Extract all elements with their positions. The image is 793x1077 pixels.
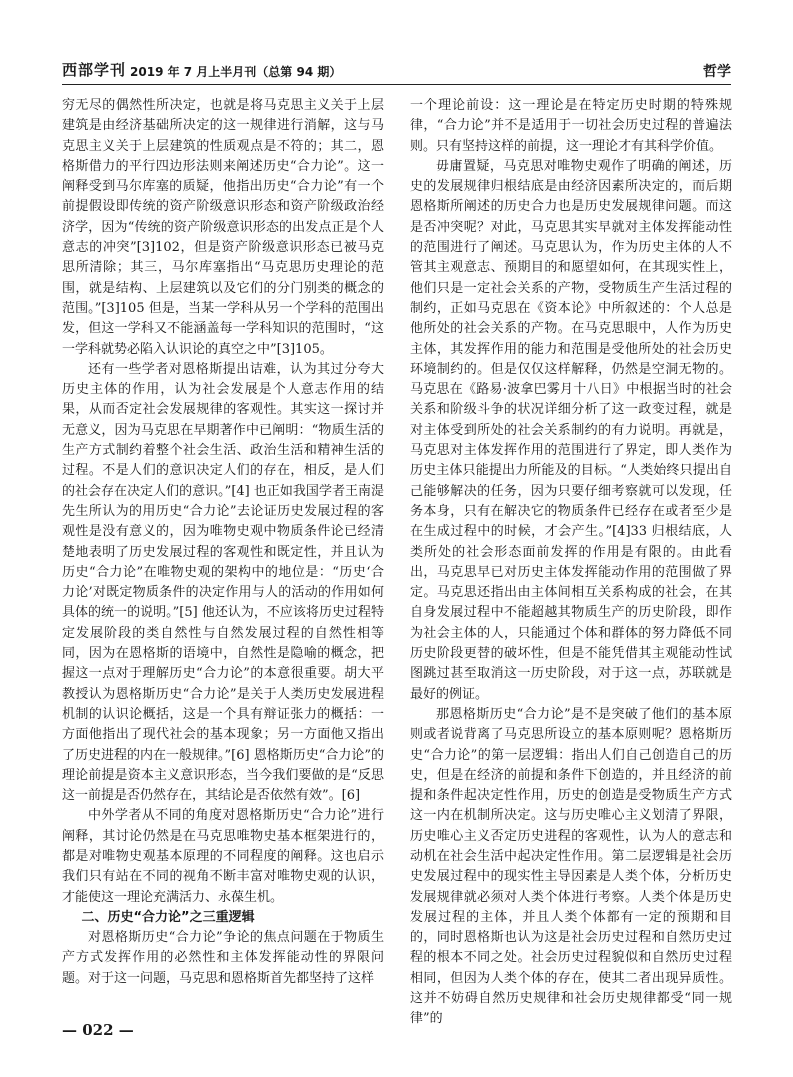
paragraph: 那恩格斯历史“合力论”是不是突破了他们的基本原则或者说背离了马克思所设立的基本原则呢？恩格斯历史“合力论”的第一层逻辑：指出人们自己创造自己的历史，但是在经济的前提和条件下创造的，并且经济的前提和条件起决定性作用，历史的创造是受物质生产方式这一内在机制所决定。这与历史唯心主义划清了界限，历史唯心主义否定历史进程的客观性，认为人的意志和动机在社会生活中起决定性作用。第二层逻辑是社会历史发展过程中的现实性主导因素是人类个体，分析历史发展规律就必须对人类个体进行考察。人类个体是历史发展过程的主体，并且人类个体都有一定的预期和目的，同时恩格斯也认为这是社会历史过程和自然历史过程的根本不同之处。社会历史过程貌似和自然历史过程相同，但因为人类个体的存在，使其二者出现异质性。这并不妨碍自然历史规律和社会历史规律都受“同一规律”的: [410, 706, 732, 1027]
paragraph: 穷无尽的偶然性所决定，也就是将马克思主义关于上层建筑是由经济基础所决定的这一规律进行消解，这与马克思主义关于上层建筑的性质观点是不符的；其二，恩格斯借力的平行四边形法则来阐述历史“合力论”。这一阐释受到马尔库塞的质疑，他指出历史“合力论”有一个前提假设即传统的资产阶级意识形态和资产阶级政治经济学，因为“传统的资产阶级意识形态的出发点正是个人意志的冲突”[3]102，但是资产阶级意识形态已被马克思所清除；其三，马尔库塞指出“马克思历史理论的范围，就是结构、上层建筑以及它们的分门别类的概念的范围。”[3]105 但是，当某一学科从另一个学科的范围出发，但这一学科又不能涵盖每一学科知识的范围时，“这一学科就势必陷入认识论的真空之中”[3]105。: [62, 98, 384, 357]
journal-masthead: [62, 59, 341, 84]
page-number: — 022 —: [62, 1021, 134, 1039]
paragraph: 一个理论前设：这一理论是在特定历史时期的特殊规律，“合力论”并不是适用于一切社会历史过程的普遍法则。只有坚持这样的前提，这一理论才有其科学价值。: [410, 98, 732, 154]
issue-info: 2019 年 7 月上半月刊（总第 94 期）: [130, 65, 342, 79]
right-column: [410, 96, 732, 1027]
paragraph: 毋庸置疑，马克思对唯物史观作了明确的阐述，历史的发展规律归根结底是由经济因素所决定的，而后期恩格斯所阐述的历史合力也是历史发展规律问题。而这是否冲突呢？对此，马克思其实早就对主体发挥能动性的范围进行了阐述。马克思认为，作为历史主体的人不管其主观意志、预期目的和愿望如何，在其现实性上，他们只是一定社会关系的产物，受物质生产生活过程的制约，正如马克思在《资本论》中所叙述的：个人总是他所处的社会关系的产物。在马克思眼中，人作为历史主体，其发挥作用的能力和范围是受他所处的社会历史环境制约的。但是仅仅这样解释，仍然是空洞无物的。马克思在《路易·波拿巴雾月十八日》中根据当时的社会关系和阶级斗争的状况详细分析了这一政变过程，就是对主体受到所处的社会关系制约的有力说明。再就是，马克思对主体发挥作用的范围进行了界定，即人类作为历史主体只能提出力所能及的目标。“人类始终只提出自己能够解决的任务，因为只要仔细考察就可以发现，任务本身，只有在解决它的物质条件已经存在或者至少是在生成过程中的时候，才会产生。”[4]33 归根结底，人类所处的社会形态面前发挥的作用是有限的。由此看出，马克思早已对历史主体发挥能动作用的范围做了界定。马克思还指出由主体间相互关系构成的社会，在其自身发展过程中不能超越其物质生产的历史阶段，即作为社会主体的人，只能通过个体和群体的努力降低不同历史阶段更替的破坏性，但是不能凭借其主观能动性试图跳过甚至取消这一历史阶段，对于这一点，苏联就是最好的例证。: [410, 158, 732, 702]
paragraph: 还有一些学者对恩格斯提出诘难，认为其过分夸大历史主体的作用，认为社会发展是个人意志作用的结果，从而否定社会发展规律的客观性。其实这一探讨并无意义，因为马克思在早期著作中已阐明：“物质生活的生产方式制约着整个社会生活、政治生活和精神生活的过程。不是人们的意识决定人们的存在，相反，是人们的社会存在决定人们的意识。”[4] 也正如我国学者王南湜先生所认为的用历史“合力论”去论证历史发展过程的客观性是没有意义的，因为唯物史观中物质条件论已经清楚地表明了历史发展过程的客观性和既定性，并且认为历史“合力论”在唯物史观的架构中的地位是：“历史‘合力论’对既定物质条件的决定作用与人的活动的作用如何具体的统一的说明。”[5] 他还认为，不应该将历史过程特定发展阶段的类自然性与自然发展过程的自然性相等同，因为在恩格斯的语境中，自然性是隐喻的概念，把握这一点对于理解历史“合力论”的本意很重要。胡大平教授认为恩格斯历史“合力论”是关于人类历史发展进程机制的认识论概括，这是一个具有辩证张力的概括：一方面他指出了现代社会的基本现象；另一方面他又指出了历史进程的内在一般规律。”[6] 恩格斯历史“合力论”的理论前提是资本主义意识形态，当今我们要做的是“反思这一前提是否仍然存在，其结论是否依然有效”。[6]: [62, 361, 384, 804]
section-heading: 二、历史“合力论”之三重逻辑: [81, 909, 255, 925]
paragraph: 中外学者从不同的角度对恩格斯历史“合力论”进行阐释，其讨论仍然是在马克思唯物史基本框架进行的，都是对唯物史观基本原理的不同程度的阐释。这也启示我们只有站在不同的视角不断丰富对唯物史观的认识，才能使这一理论充满活力、永葆生机。: [62, 808, 384, 905]
section-label: 哲学: [703, 64, 731, 80]
journal-logo: 西部学刊: [62, 61, 127, 79]
paragraph: 对恩格斯历史“合力论”争论的焦点问题在于物质生产方式发挥作用的必然性和主体发挥能动性的界限问题。对于这一问题，马克思和恩格斯首先都坚持了这样: [62, 930, 384, 986]
body-columns: [62, 96, 732, 1027]
left-column: [62, 96, 384, 1016]
running-header: [62, 58, 731, 85]
